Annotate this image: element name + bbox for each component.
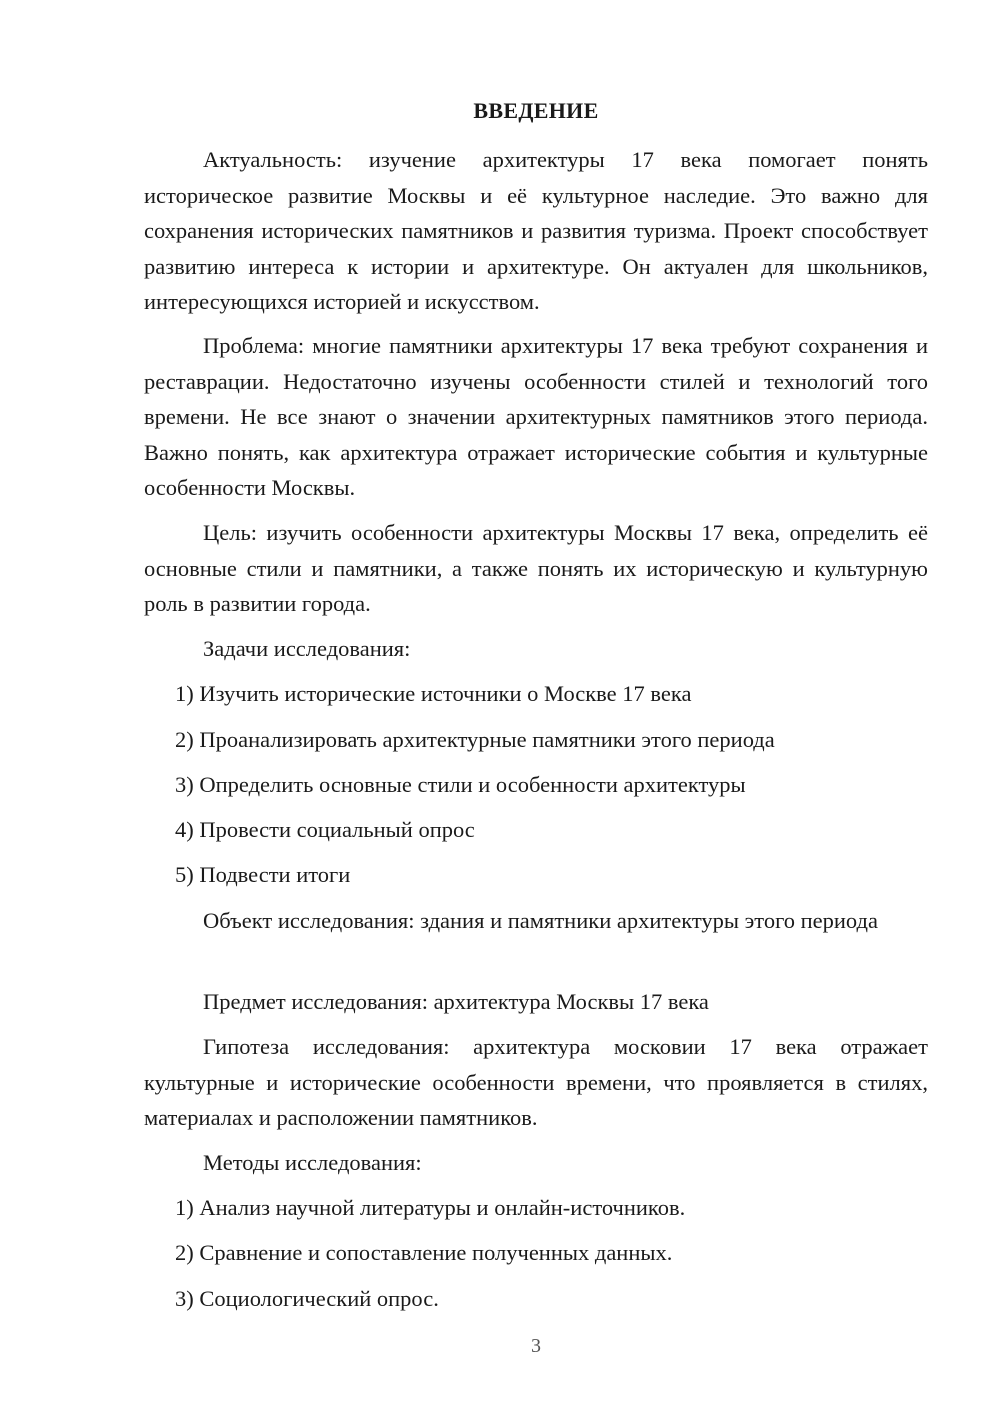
problem-paragraph: Проблема: многие памятники архитектуры 17 века требуют сохранения и реставрации. Недостаточно изучены особенности стилей и технологий того времени. Не все знают о значении архитектурных памятников этого периода. Важно понять, как архитектура отражает исторические события и культурные особенности Москвы.	[144, 333, 928, 500]
goal-paragraph: Цель: изучить особенности архитектуры Москвы 17 века, определить её основные стили и памятники, а также понять их историческую и культурную роль в развитии города.	[144, 520, 928, 616]
task-item: 2) Проанализировать архитектурные памятники этого периода	[175, 727, 775, 752]
task-item: 4) Провести социальный опрос	[175, 817, 475, 842]
methods-heading: Методы исследования:	[203, 1150, 422, 1175]
method-item: 2) Сравнение и сопоставление полученных данных.	[175, 1240, 673, 1265]
object-paragraph: Объект исследования: здания и памятники архитектуры этого периода	[203, 908, 878, 933]
method-item: 1) Анализ научной литературы и онлайн-источников.	[175, 1195, 686, 1220]
subject-paragraph: Предмет исследования: архитектура Москвы 17 века	[203, 989, 709, 1014]
relevance-paragraph: Актуальность: изучение архитектуры 17 века помогает понять историческое развитие Москвы и её культурное наследие. Это важно для сохранения исторических памятников и развития туризма. Проект способствует развитию интереса к истории и архитектуре. Он актуален для школьников, интересующихся историей и искусством.	[144, 147, 928, 314]
hypothesis-paragraph: Гипотеза исследования: архитектура московии 17 века отражает культурные и исторические особенности времени, что проявляется в стилях, материалах и расположении памятников.	[144, 1034, 928, 1130]
task-item: 3) Определить основные стили и особенности архитектуры	[175, 772, 746, 797]
page-number: 3	[531, 1335, 541, 1357]
section-title: ВВЕДЕНИЕ	[473, 98, 599, 123]
task-item: 5) Подвести итоги	[175, 862, 351, 887]
tasks-heading: Задачи исследования:	[203, 636, 411, 661]
method-item: 3) Социологический опрос.	[175, 1286, 439, 1311]
task-item: 1) Изучить исторические источники о Москве 17 века	[175, 681, 692, 706]
